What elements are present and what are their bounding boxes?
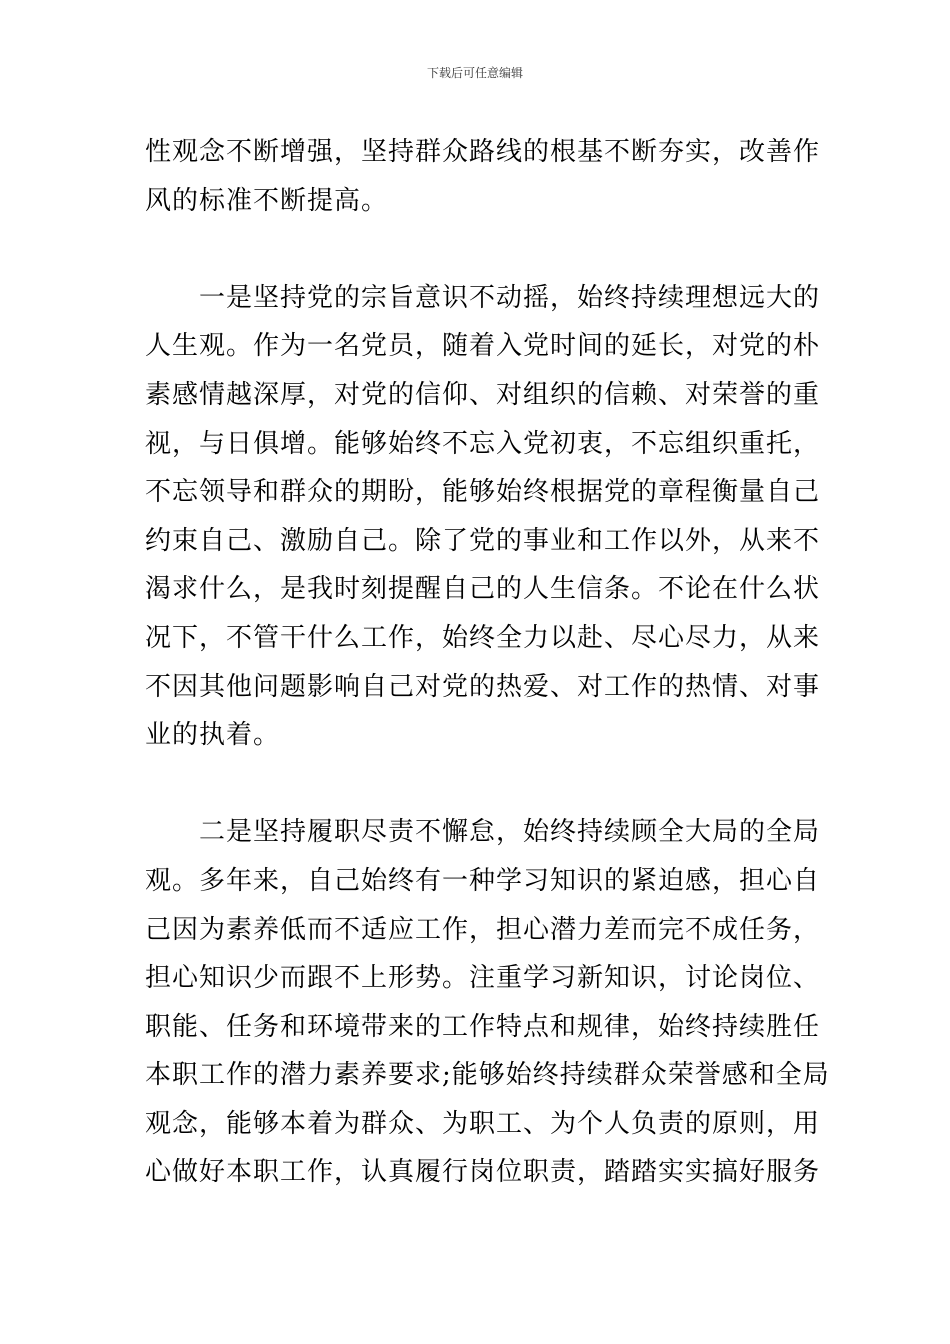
text-line: 素感情越深厚，对党的信仰、对组织的信赖、对荣誉的重 (145, 379, 821, 410)
paragraph-1 (145, 128, 821, 225)
text-line: 二是坚持履职尽责不懈怠，始终持续顾全大局的全局 (145, 817, 821, 848)
paragraph-gap (145, 760, 809, 809)
text-line: 人生观。作为一名党员，随着入党时间的延长，对党的朴 (145, 331, 821, 362)
text-line: 一是坚持党的宗旨意识不动摇，始终持续理想远大的 (145, 282, 821, 313)
text-line: 担心知识少而跟不上形势。注重学习新知识，讨论岗位、 (145, 963, 821, 994)
document-body (145, 128, 830, 1197)
text-line: 观。多年来，自己始终有一种学习知识的紧迫感，担心自 (145, 865, 821, 896)
text-line: 约束自己、激励自己。除了党的事业和工作以外，从来不 (145, 525, 821, 556)
text-line: 心做好本职工作，认真履行岗位职责，踏踏实实搞好服务 (145, 1157, 821, 1188)
text-line: 况下，不管干什么工作，始终全力以赴、尽心尽力，从来 (145, 622, 821, 653)
page-header: 下载后可任意编辑 (426, 66, 523, 80)
text-line: 性观念不断增强，坚持群众路线的根基不断夯实，改善作 (145, 137, 821, 167)
text-line: 不忘领导和群众的期盼，能够始终根据党的章程衡量自己 (145, 477, 821, 508)
text-line: 观念，能够本着为群众、为职工、为个人负责的原则，用 (145, 1108, 821, 1139)
text-line: 渴求什么，是我时刻提醒自己的人生信条。不论在什么状 (145, 574, 821, 605)
text-line: 视，与日俱增。能够始终不忘入党初衷，不忘组织重托， (145, 428, 821, 459)
paragraph-2 (145, 274, 821, 760)
text-line: 职能、任务和环境带来的工作特点和规律，始终持续胜任 (145, 1011, 821, 1042)
paragraph-3 (145, 808, 830, 1197)
text-line: 业的执着。 (145, 720, 281, 751)
text-line: 己因为素养低而不适应工作，担心潜力差而完不成任务， (145, 914, 821, 945)
text-line: 风的标准不断提高。 (145, 185, 389, 216)
text-line: 本职工作的潜力素养要求;能够始终持续群众荣誉感和全局 (145, 1060, 830, 1091)
paragraph-gap (145, 225, 809, 274)
text-line: 不因其他问题影响自己对党的热爱、对工作的热情、对事 (145, 671, 821, 702)
